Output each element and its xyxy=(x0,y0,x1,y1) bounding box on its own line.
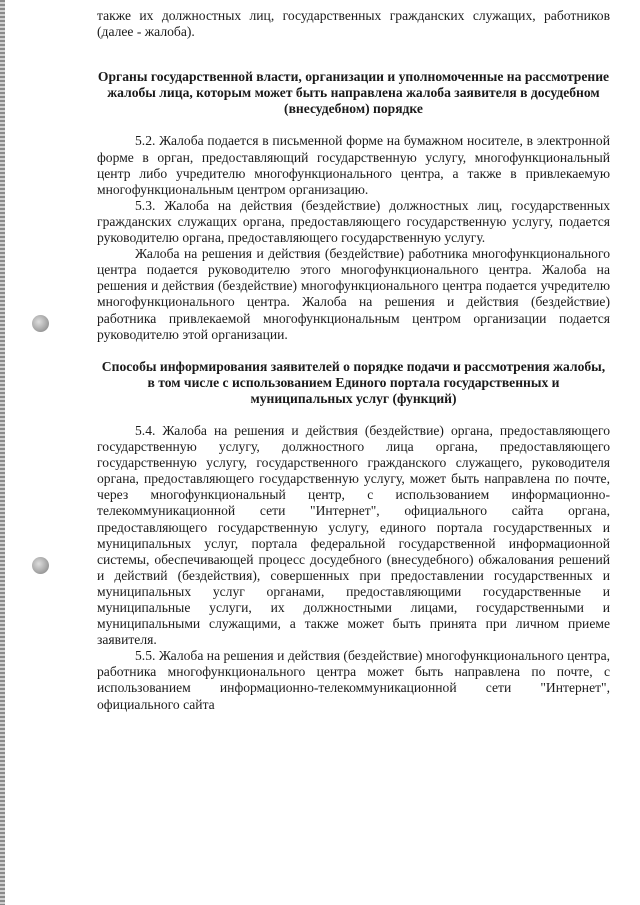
punch-hole xyxy=(32,315,49,332)
punch-hole xyxy=(32,557,49,574)
paragraph-5-3: 5.3. Жалоба на действия (бездействие) должностных лиц, государственных гражданских служащих органа, предоставляющего государственную услугу, подается руководителю органа, предоставляющего государственную услугу. xyxy=(97,197,610,246)
section-heading-complaint-bodies: Органы государственной власти, организации и уполномоченные на рассмотрение жалобы лица, которым может быть направлена жалоба заявителя в досудебном (внесудебном) порядке xyxy=(97,69,610,117)
section-heading-informing-methods: Способы информирования заявителей о порядке подачи и рассмотрения жалобы, в том числе с использованием Единого портала государственных и муниципальных услуг (функций) xyxy=(101,358,606,406)
intro-paragraph: также их должностных лиц, государственных гражданских служащих, работников (далее - жалоба). xyxy=(97,8,610,40)
paragraph-5-5: 5.5. Жалоба на решения и действия (бездействие) многофункционального центра, работника многофункционального центра может быть направлена по почте, с использованием информационно-телекоммуникационной сети "Интернет", официального сайта xyxy=(97,648,610,712)
document-page xyxy=(97,8,610,713)
scan-edge xyxy=(0,0,5,905)
paragraph-5-4: 5.4. Жалоба на решения и действия (бездействие) органа, предоставляющего государственную услугу, должностного лица органа, предоставляющего государственную услугу, государственного гражданского служащего, руководителя органа, предоставляющего государственную услугу, может быть направлена по почте, через многофункциональный центр, с использованием информационно-телекоммуникационной сети "Интернет", официального сайта органа, предоставляющего государственную услугу, единого портала государственных и муниципальных услуг, портала федеральной государственной информационной системы, обеспечивающей процесс досудебного (внесудебного) обжалования решений и действий (бездействия), совершенных при предоставлении государственных и муниципальных услуг органами, предоставляющими государственные и муниципальные услуги, их должностными лицами, государственными и муниципальными служащими, а также может быть принята при личном приеме заявителя. xyxy=(97,422,610,648)
paragraph-5-3-continued: Жалоба на решения и действия (бездействие) работника многофункционального центра подается руководителю этого многофункционального центра. Жалоба на решения и действия (бездействие) многофункционального центра подается учредителю многофункционального центра. Жалоба на решения и действия (бездействие) работника привлекаемой многофункциональным центром организации подается руководителю этой организации. xyxy=(97,246,610,342)
paragraph-5-2: 5.2. Жалоба подается в письменной форме на бумажном носителе, в электронной форме в орган, предоставляющий государственную услугу, многофункциональный центр либо учредителю многофункционального центра, а также в привлекаемую многофункциональным центром организацию. xyxy=(97,133,610,197)
